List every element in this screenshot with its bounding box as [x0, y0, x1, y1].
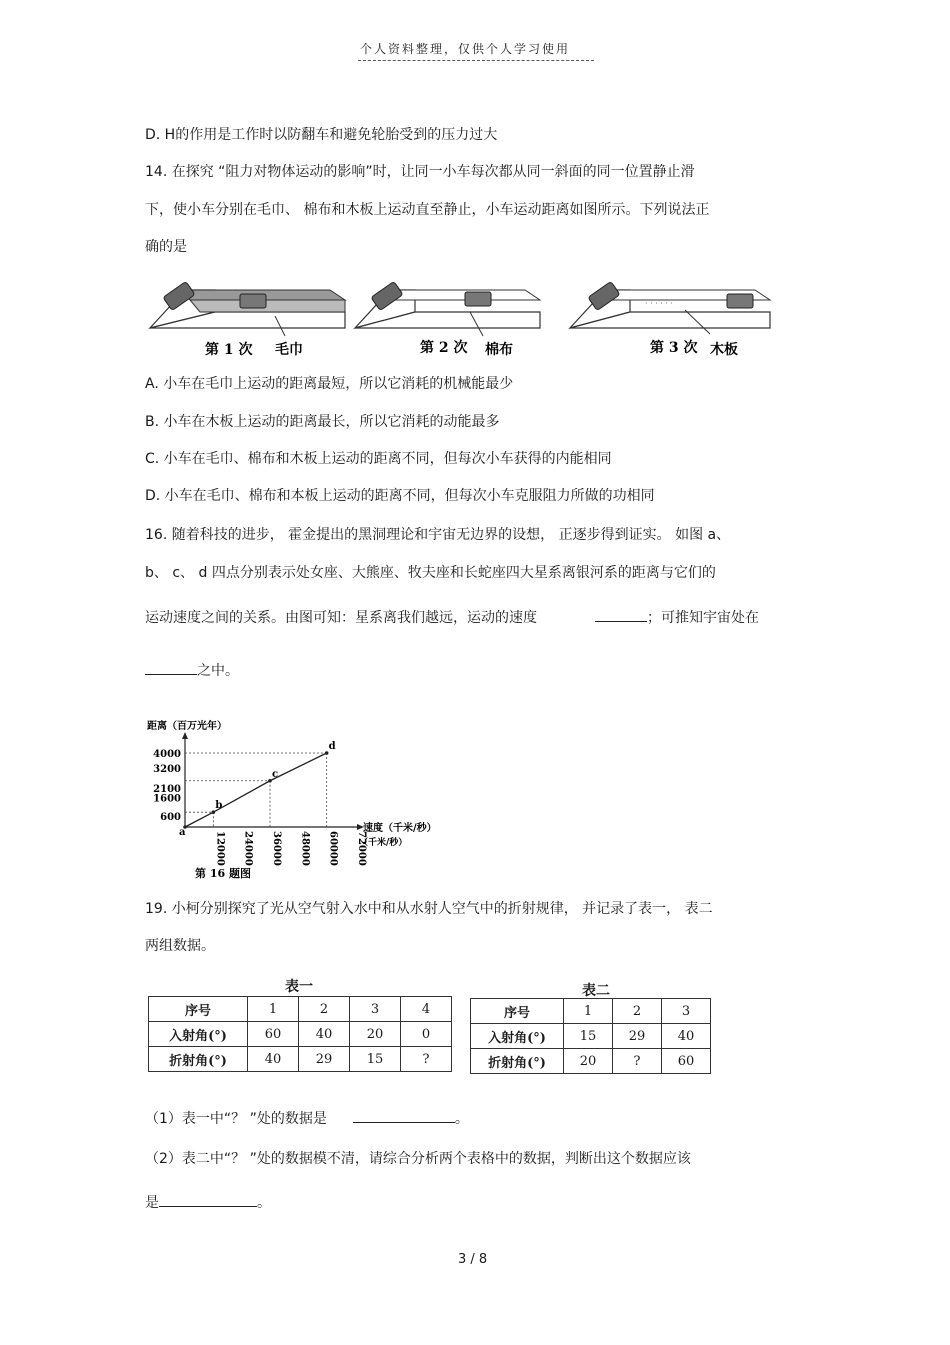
x-tick-label: 36000 — [271, 831, 282, 866]
table-cell: 1 — [564, 999, 613, 1024]
y-tick-label: 4000 — [153, 749, 181, 760]
table-2 — [470, 998, 711, 1074]
point-label: b — [215, 800, 223, 812]
q14-option-c: C. 小车在毛巾、棉布和木板上运动的距离不同，但每次小车获得的内能相同 — [145, 451, 612, 467]
q16-chart — [145, 715, 437, 880]
surface-2-label: 棉布 — [485, 342, 513, 358]
table-cell: 40 — [662, 1024, 711, 1049]
data-line — [185, 753, 327, 827]
table-cell: 15 — [350, 1047, 401, 1072]
table-cell: 1 — [248, 997, 299, 1022]
q16-line-3-tail: ；可推知宇宙处在 — [647, 610, 759, 626]
table-1-title: 表一 — [285, 979, 313, 995]
y-axis-label: 距离（百万光年） — [147, 721, 227, 732]
row-header-cell: 序号 — [471, 999, 564, 1024]
table-row — [471, 999, 711, 1024]
q16-line-3-text: 运动速度之间的关系。由图可知：星系离我们越远，运动的速度 — [145, 610, 537, 626]
table-cell: 40 — [299, 1022, 350, 1047]
header-divider — [358, 60, 594, 61]
q19-sub-2-line-2 — [145, 1192, 271, 1212]
table-cell: 3 — [350, 997, 401, 1022]
table-row — [149, 1022, 452, 1047]
q19-blank-1[interactable] — [353, 1108, 455, 1123]
y-tick-label: 600 — [160, 811, 181, 823]
q14-option-d: D. 小车在毛巾、棉布和本板上运动的距离不同，但每次小车克服阻力所做的功相同 — [145, 488, 655, 504]
q16-blank-2[interactable] — [145, 660, 197, 675]
row-header-cell: 折射角(°) — [471, 1049, 564, 1074]
ramp-panel-1 — [150, 281, 345, 336]
ramp-panel-3 — [570, 281, 770, 334]
table-cell: 3 — [662, 999, 711, 1024]
q19-sub-2-text: 是 — [145, 1195, 159, 1211]
table-2-title: 表二 — [582, 983, 610, 999]
ramp-panel-2 — [355, 281, 540, 336]
q19-line-2: 两组数据。 — [145, 938, 215, 954]
q14-figure — [145, 278, 775, 368]
table-cell: 60 — [248, 1022, 299, 1047]
table-cell: 60 — [662, 1049, 711, 1074]
table-cell: 29 — [299, 1047, 350, 1072]
q16-line-1: 16. 随着科技的进步， 霍金提出的黑洞理论和宇宙无边界的设想， 正逐步得到证实。 如图 a、 — [145, 527, 731, 543]
q16-blank-1[interactable] — [595, 607, 647, 622]
row-header-cell: 序号 — [149, 997, 248, 1022]
x-tick-label: 60000 — [327, 831, 339, 866]
q19-line-1: 19. 小柯分别探究了光从空气射入水中和从水射人空气中的折射规律， 并记录了表一， 表二 — [145, 901, 713, 917]
x-tick-label: 72000 — [356, 831, 367, 866]
q13-option-d: D. H的作用是工作时以防翻车和避免轮胎受到的压力过大 — [145, 127, 498, 143]
table-cell: ? — [401, 1047, 452, 1072]
table-row — [471, 1024, 711, 1049]
q16-line-4-text: 之中。 — [197, 663, 239, 679]
trial-3-label: 第 3 次 — [650, 340, 698, 356]
table-cell: 15 — [564, 1024, 613, 1049]
page-number: 3 / 8 — [458, 1252, 488, 1267]
q14-line-1: 14. 在探究 “阻力对物体运动的影响”时，让同一小车每次都从同一斜面的同一位置静止滑 — [145, 164, 695, 180]
y-tick-label: 2100 — [153, 784, 181, 796]
table-cell: 2 — [613, 999, 662, 1024]
q19-sub-2-line-1: （2）表二中“？ ”处的数据模不清，请综合分析两个表格中的数据，判断出这个数据应该 — [145, 1151, 691, 1167]
trial-2-label: 第 2 次 — [420, 340, 468, 356]
q16-line-3 — [145, 607, 759, 627]
q14-option-a: A. 小车在毛巾上运动的距离最短，所以它消耗的机械能最少 — [145, 376, 514, 392]
table-cell: 20 — [564, 1049, 613, 1074]
surface-1-label: 毛巾 — [275, 342, 303, 358]
chart-title: 第 16 题图 — [195, 867, 251, 880]
table-cell: 20 — [350, 1022, 401, 1047]
table-cell: 4 — [401, 997, 452, 1022]
point-label: d — [328, 741, 336, 752]
table-row — [471, 1049, 711, 1074]
q14-option-b: B. 小车在木板上运动的距离最长，所以它消耗的动能最多 — [145, 414, 500, 430]
table-row — [149, 997, 452, 1022]
x-tick-label: 48000 — [299, 831, 311, 866]
y-tick-label: 3200 — [153, 763, 181, 775]
y-axis-arrow — [182, 732, 188, 739]
row-header-cell: 折射角(°) — [149, 1047, 248, 1072]
page-header: 个人资料整理，仅供个人学习使用 — [360, 42, 571, 56]
q19-sub-1-end: 。 — [454, 1111, 469, 1127]
table-cell: ? — [613, 1049, 662, 1074]
x-axis-unit: （千米/秒） — [359, 838, 408, 848]
table-cell: 29 — [613, 1024, 662, 1049]
point-label: a — [179, 827, 186, 838]
table-cell: 2 — [299, 997, 350, 1022]
q19-blank-2[interactable] — [159, 1192, 257, 1207]
q19-sub-1-text: （1）表一中“？ ”处的数据是 — [145, 1111, 327, 1127]
table-1 — [148, 996, 452, 1072]
y-tick-label: 1600 — [153, 793, 181, 805]
trial-1-label: 第 1 次 — [205, 342, 253, 358]
x-tick-label: 24000 — [242, 831, 254, 866]
q14-line-3: 确的是 — [145, 239, 187, 255]
svg-text:· · · · · ·: · · · · · · — [645, 299, 673, 308]
x-axis-label: 速度（千米/秒） — [363, 823, 437, 834]
q19-sub-2-end: 。 — [257, 1195, 271, 1211]
q19-sub-1 — [145, 1108, 469, 1128]
row-header-cell: 入射角(°) — [471, 1024, 564, 1049]
q16-line-4 — [145, 660, 239, 680]
point-label: c — [272, 768, 279, 780]
table-cell: 0 — [401, 1022, 452, 1047]
surface-3-label: 木板 — [710, 342, 738, 358]
row-header-cell: 入射角(°) — [149, 1022, 248, 1047]
table-cell: 40 — [248, 1047, 299, 1072]
q14-line-2: 下，使小车分别在毛巾、 棉布和木板上运动直至静止，小车运动距离如图所示。下列说法正 — [145, 202, 710, 218]
q16-line-2: b、 c、 d 四点分别表示处女座、大熊座、牧夫座和长蛇座四大星系离银河系的距离与它们的 — [145, 565, 716, 581]
table-row — [149, 1047, 452, 1072]
x-tick-label: 12000 — [214, 831, 226, 866]
